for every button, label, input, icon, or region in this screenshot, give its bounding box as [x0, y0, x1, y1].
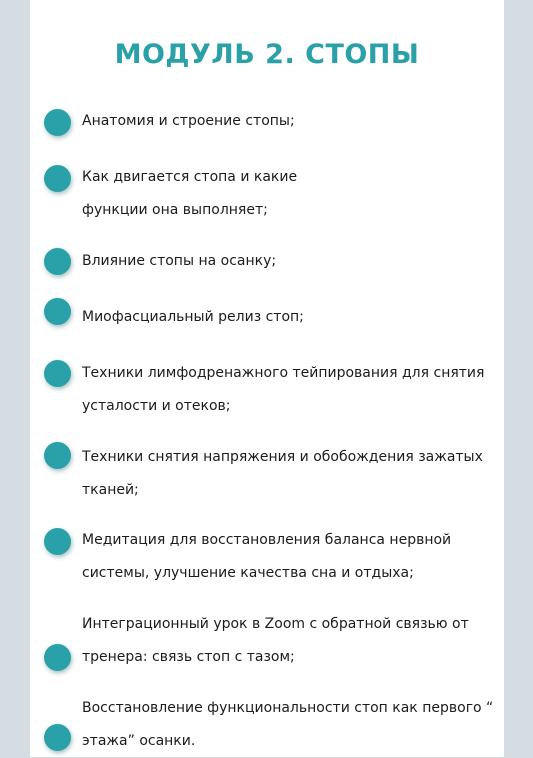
bullet-dot-icon [44, 248, 71, 275]
module-card [30, 0, 504, 757]
list-item-text: Медитация для восстановления баланса нервной системы, улучшение качества сна и отдыха; [82, 532, 452, 581]
list-item-text: Анатомия и строение стопы; [82, 113, 295, 129]
list-item-text: Техники снятия напряжения и обобождения зажатых тканей; [82, 449, 483, 498]
module-title: МОДУЛЬ 2. СТОПЫ [114, 39, 420, 70]
bullet-dot-icon [44, 724, 71, 751]
list-item-text: Миофасциальный релиз стоп; [82, 309, 304, 325]
list-item-text: Как двигается стопа и какие функции она выполняет; [82, 169, 298, 218]
list-item-text: Техники лимфодренажного тейпирования для снятия усталости и отеков; [82, 365, 485, 414]
bullet-dot-icon [44, 109, 71, 136]
bullet-dot-icon [44, 644, 71, 671]
list-item-text: Влияние стопы на осанку; [82, 253, 277, 269]
bullet-dot-icon [44, 528, 71, 555]
bullet-dot-icon [44, 360, 71, 387]
list-item-text: Восстановление функциональности стоп как первого “ этажа” осанки. [82, 700, 494, 749]
bullet-dot-icon [44, 298, 71, 325]
list-item-text: Интеграционный урок в Zoom с обратной связью от тренера: связь стоп с тазом; [82, 616, 469, 665]
bullet-dot-icon [44, 165, 71, 192]
bullet-dot-icon [44, 442, 71, 469]
